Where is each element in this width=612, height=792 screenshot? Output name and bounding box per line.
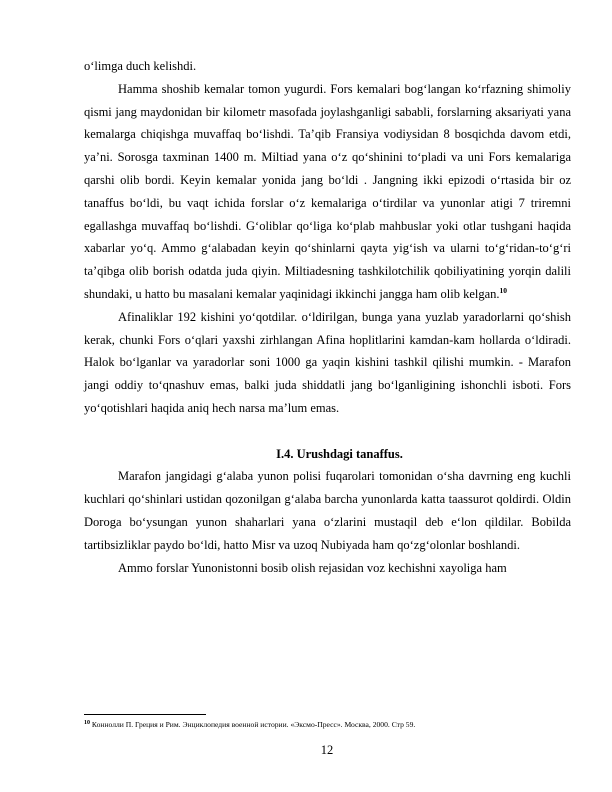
footnote-reference: 10 xyxy=(499,285,508,295)
paragraph-ships xyxy=(84,78,571,306)
paragraph-victory: Marafon jangidagi g‘alaba yunon polisi fuqarolari tomonidan o‘sha davrning eng kuchli kuchlari qo‘shinlari ustidan qozonilgan g‘alaba barcha yunonlarda katta taassurot qoldirdi. Oldin Doroga bo‘ysungan yunon shaharlari yana o‘zlarini mustaqil deb e‘lon qildilar. Bobilda tartibsizliklar paydo bo‘ldi, hatto Misr va uzoq Nubiyada ham qo‘zg‘olonlar boshlandi. xyxy=(84,469,571,552)
body-text xyxy=(84,55,571,579)
footnote-number: 10 xyxy=(84,720,90,726)
footnote xyxy=(84,720,571,730)
section-spacer xyxy=(84,420,571,443)
paragraph-ships-text: Hamma shoshib kemalar tomon yugurdi. Fors kemalari bog‘langan ko‘rfazning shimoliy qismi jang maydonidan bir kilometr masofada joylashganligi sababli, forslarning aksariyati yana kemalarga chiqishga muvaffaq bo‘lishdi. Ta’qib Fransiya vodiysidan 8 bosqichda davom etdi, ya’ni. Sorosga taxminan 1400 m. Miltiad yana o‘z qo‘shinini to‘pladi va uni Fors kemalariga qarshi olib bordi. Keyin kemalar yonida jang bo‘ldi . Jangning ikki epizodi o‘rtasida bir oz tanaffus bo‘ldi, bu vaqt ichida forslar o‘z kemalariga o‘tirdilar va yunonlar atigi 7 triremni egallashga muvaffaq bo‘lishdi. G‘oliblar qo‘liga ko‘plab mahbuslar yoki otlar tushgani haqida xabarlar yo‘q. Ammo g‘alabadan keyin qo‘shinlarni qayta yig‘ish va ularni to‘g‘ridan-to‘g‘ri ta’qibga olib borish odatda juda qiyin. Miltiadesning tashkilotchilik qobiliyatining yorqin dalili shundaki, u hatto bu masalani kemalar yaqinidagi ikkinchi jangga ham olib kelgan. xyxy=(84,81,571,301)
paragraph-losses: Afinaliklar 192 kishini yo‘qotdilar. o‘ldirilgan, bunga yana yuzlab yaradorlarni qo‘shish kerak, chunki Fors o‘qlari yaxshi zirhlangan Afina hoplitlarini kamdan-kam hollarda o‘ldiradi. Halok bo‘lganlar va yaradorlar soni 1000 ga yaqin kishini tashkil qilishi mumkin. - Marafon jangi oddiy to‘qnashuv emas, balki juda shiddatli jang bo‘lganligining ishonchli isboti. Fors yo‘qotishlari haqida aniq hech narsa ma’lum emas. xyxy=(84,309,571,415)
section-heading: I.4. Urushdagi tanaffus. xyxy=(276,446,403,461)
footnote-text: Коннолли П. Греция и Рим. Энциклопедия военной истории. «Эксмо-Пресс». Москва, 2000. Стр 59. xyxy=(90,720,416,729)
footnote-separator xyxy=(84,714,206,715)
paragraph-persians: Ammo forslar Yunonistonni bosib olish rejasidan voz kechishni xayoliga ham xyxy=(118,560,507,575)
paragraph-continuation: o‘limga duch kelishdi. xyxy=(84,59,197,73)
page-number: 12 xyxy=(320,743,334,757)
